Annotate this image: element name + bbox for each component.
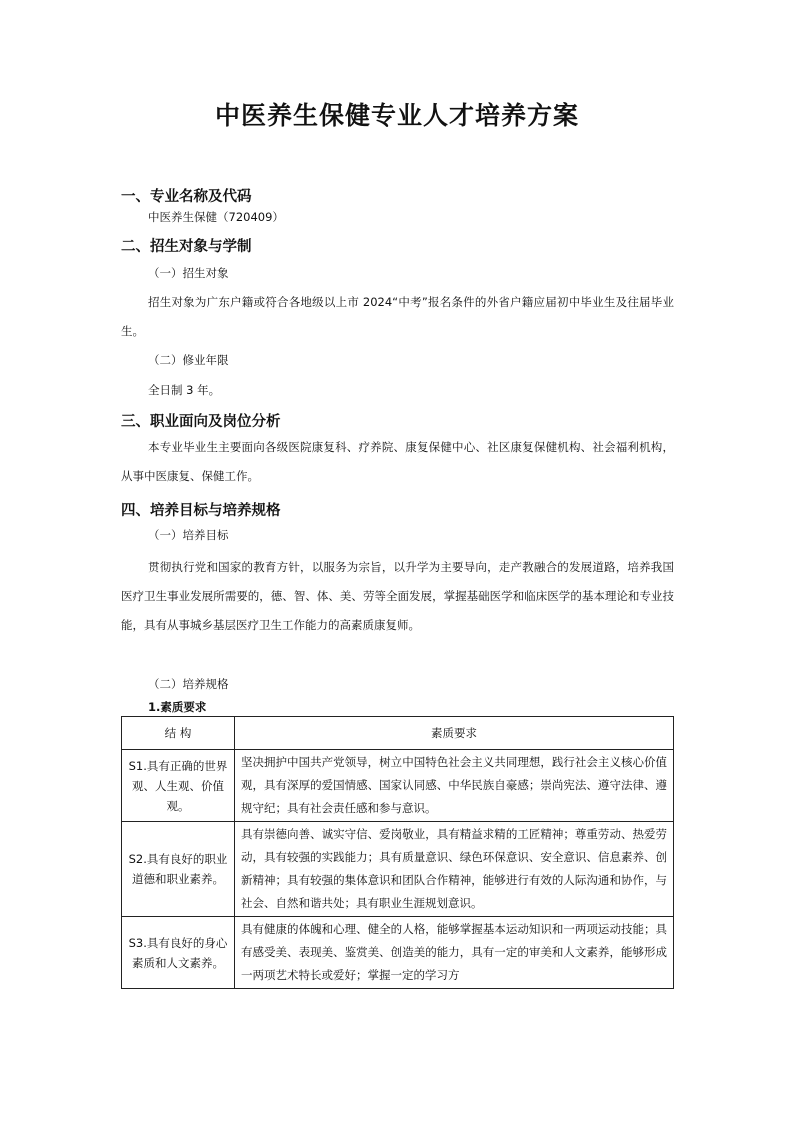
row-requirement: 具有崇德向善、诚实守信、爱岗敬业，具有精益求精的工匠精神；尊重劳动、热爱劳动，具有较强的实践能力；具有质量意识、绿色环保意识、安全意识、信息素养、创新精神；具有较强的集体意识和团队合作精神，能够进行有效的人际沟通和协作，与社会、自然和谐共处；具有职业生涯规划意识。 <box>235 822 674 917</box>
study-length-text: 全日制 3 年。 <box>148 383 221 397</box>
row-structure: S1.具有正确的世界观、人生观、价值观。 <box>122 750 235 822</box>
row-structure: S2.具有良好的职业道德和职业素养。 <box>122 822 235 917</box>
career-text: 本专业毕业生主要面向各级医院康复科、疗养院、康复保健中心、社区康复保健机构、社会福利机构，从事中医康复、保健工作。 <box>121 440 674 483</box>
major-name-code: 中医养生保健（720409） <box>148 210 284 224</box>
table-row <box>122 750 674 822</box>
training-goal-text: 贯彻执行党和国家的教育方针，以服务为宗旨，以升学为主要导向，走产教融合的发展道路，培养我国医疗卫生事业发展所需要的，德、智、体、美、劳等全面发展，掌握基础医学和临床医学的基本理论和专业技能，具有从事城乡基层医疗卫生工作能力的高素质康复师。 <box>121 560 674 632</box>
section-heading-major-code: 一、专业名称及代码 <box>121 189 252 205</box>
header-structure: 结 构 <box>122 717 235 750</box>
quality-requirements-table <box>121 716 674 989</box>
quality-requirements-title: 1.素质要求 <box>148 700 207 714</box>
section-heading-enrollment: 二、招生对象与学制 <box>121 239 252 255</box>
row-requirement: 具有健康的体魄和心理、健全的人格，能够掌握基本运动知识和一两项运动技能；具有感受美、表现美、鉴赏美、创造美的能力，具有一定的审美和人文素养，能够形成一两项艺术特长或爱好；掌握一定的学习方 <box>235 917 674 989</box>
section-heading-career: 三、职业面向及岗位分析 <box>121 414 281 430</box>
table-row <box>122 822 674 917</box>
table-row <box>122 917 674 989</box>
subheading-study-length: （二）修业年限 <box>148 353 229 367</box>
row-structure: S3.具有良好的身心素质和人文素养。 <box>122 917 235 989</box>
header-requirement: 素质要求 <box>235 717 674 750</box>
subheading-training-goal: （一）培养目标 <box>148 528 229 542</box>
document-title: 中医养生保健专业人才培养方案 <box>214 101 579 130</box>
enrollment-target-text: 招生对象为广东户籍或符合各地级以上市 2024“中考”报名条件的外省户籍应届初中毕业生及往届毕业生。 <box>121 295 674 338</box>
row-requirement: 坚决拥护中国共产党领导，树立中国特色社会主义共同理想，践行社会主义核心价值观，具有深厚的爱国情感、国家认同感、中华民族自豪感；崇尚宪法、遵守法律、遵规守纪；具有社会责任感和参与意识。 <box>235 750 674 822</box>
subheading-enrollment-target: （一）招生对象 <box>148 266 229 280</box>
table-header-row <box>122 717 674 750</box>
subheading-training-spec: （二）培养规格 <box>148 677 229 691</box>
section-heading-goals: 四、培养目标与培养规格 <box>121 503 281 519</box>
